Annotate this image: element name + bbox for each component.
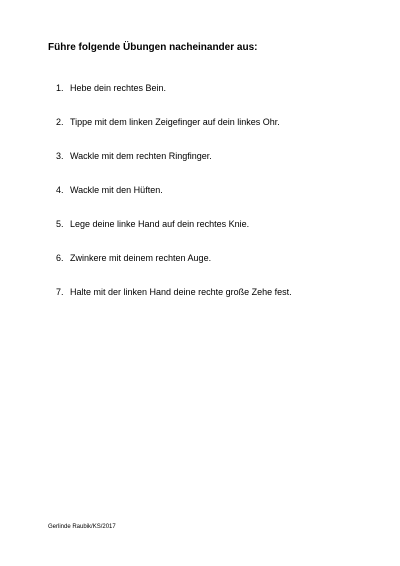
exercise-text: Wackle mit den Hüften. — [70, 185, 163, 195]
exercise-item — [56, 252, 292, 286]
page-title: Führe folgende Übungen nacheinander aus: — [48, 42, 258, 53]
exercise-item — [56, 184, 292, 218]
exercise-number: 4. — [56, 185, 64, 195]
exercise-text: Halte mit der linken Hand deine rechte große Zehe fest. — [70, 287, 292, 297]
exercise-number: 1. — [56, 83, 64, 93]
exercise-number: 7. — [56, 287, 64, 297]
exercise-text: Tippe mit dem linken Zeigefinger auf dein linkes Ohr. — [70, 117, 280, 127]
exercise-item — [56, 286, 292, 320]
exercise-text: Zwinkere mit deinem rechten Auge. — [70, 253, 212, 263]
exercise-number: 6. — [56, 253, 64, 263]
footer-credit: Gerlinde Raubik/KS/2017 — [48, 524, 116, 530]
exercise-number: 3. — [56, 151, 64, 161]
exercise-text: Wackle mit dem rechten Ringfinger. — [70, 151, 212, 161]
exercise-text: Hebe dein rechtes Bein. — [70, 83, 167, 93]
exercise-number: 2. — [56, 117, 64, 127]
exercise-number: 5. — [56, 219, 64, 229]
exercise-item — [56, 150, 292, 184]
exercise-item — [56, 116, 292, 150]
exercise-text: Lege deine linke Hand auf dein rechtes Knie. — [70, 219, 250, 229]
exercise-item — [56, 82, 292, 116]
exercise-item — [56, 218, 292, 252]
exercise-list — [56, 82, 292, 320]
